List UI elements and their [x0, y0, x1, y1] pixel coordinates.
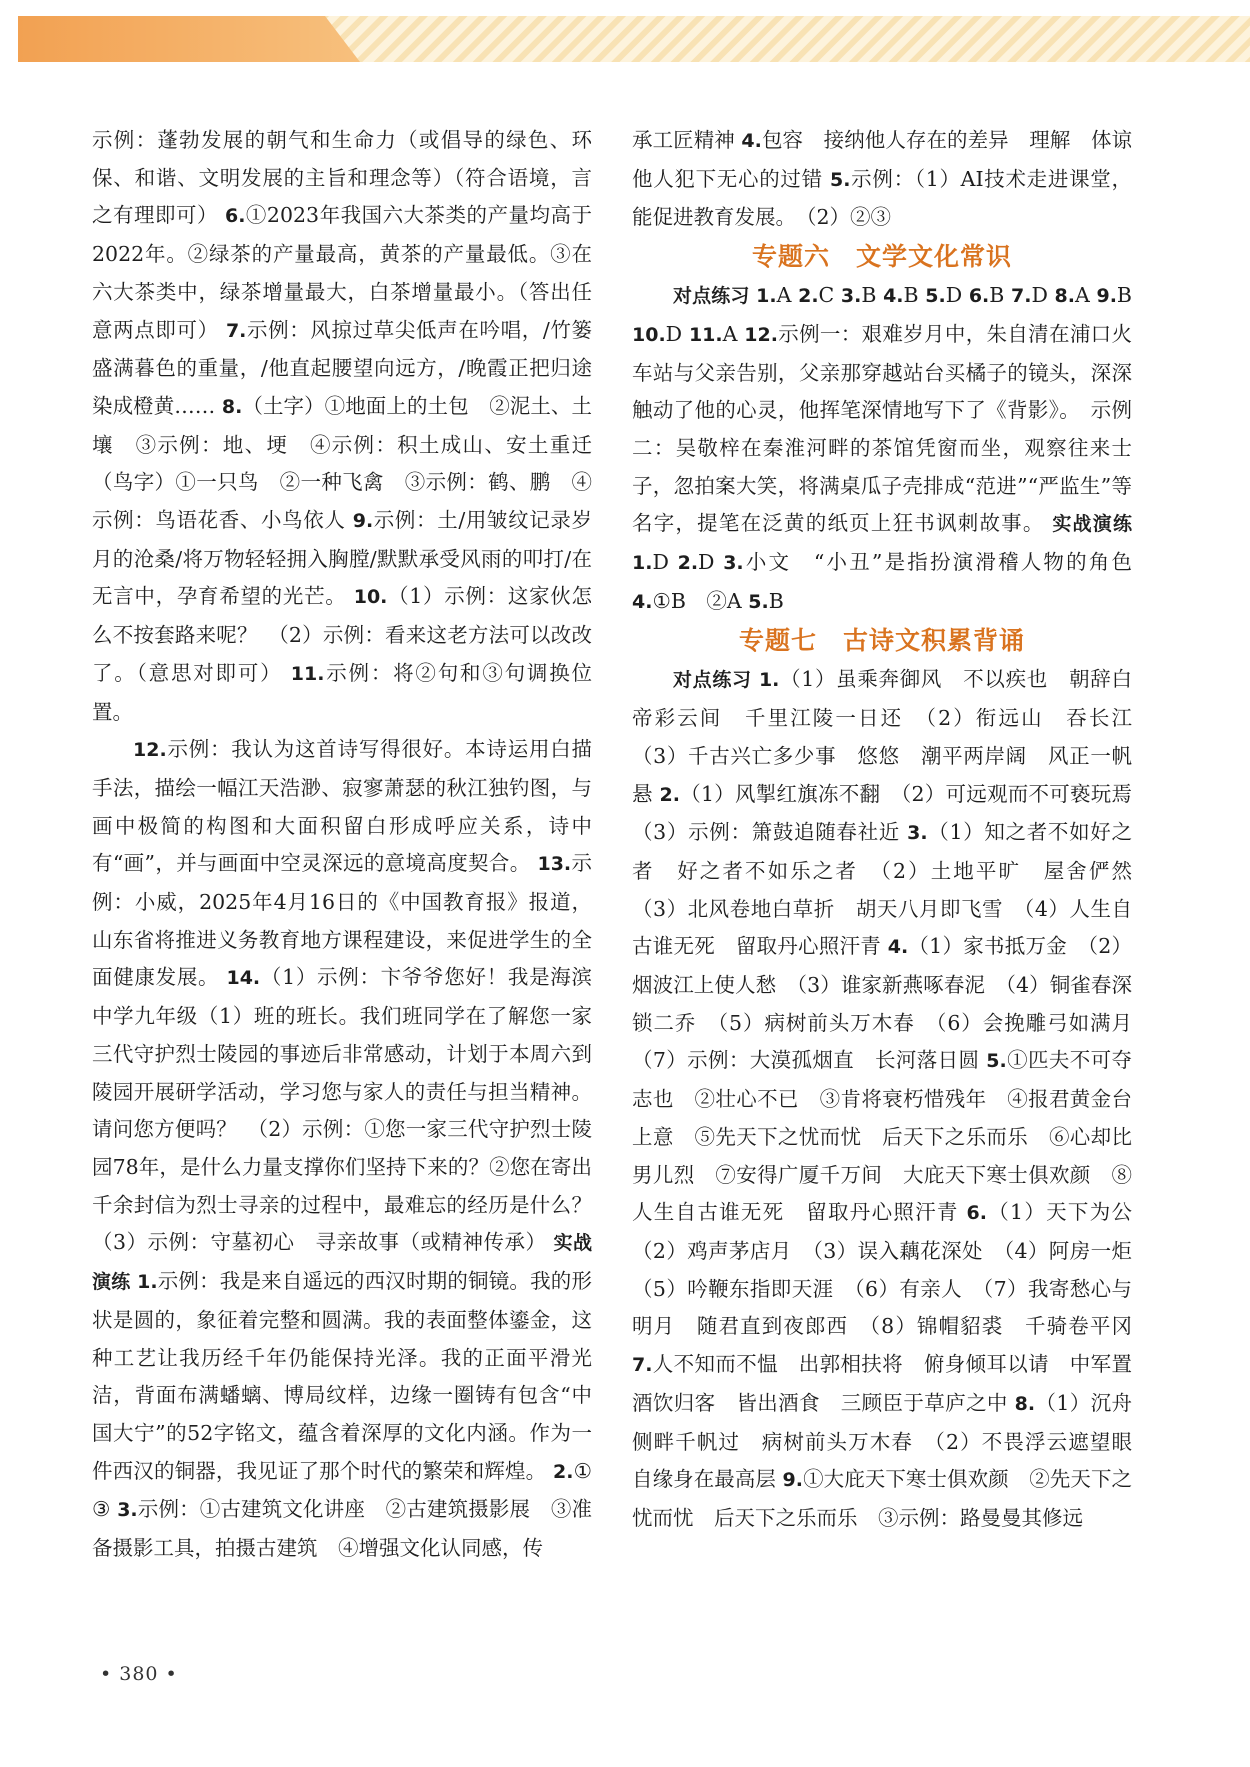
answer-paragraph: 示例：蓬勃发展的朝气和生命力（或倡导的绿色、环保、和谐、文明发展的主旨和理念等）（符合语境，言之有理即可） 6.①2023年我国六大茶类的产量均高于2022年。②绿茶的产量最高，黄茶的产量最低。③在六大茶类中，绿茶增量最大，白茶增量最小。（答出任意两点即可） 7.示例：风掠过草尖低声在吟唱，/竹篓盛满暮色的重量，/他直起腰望向远方，/晚霞正把归途染成橙黄…… 8.（土字）①地面上的土包 ②泥土、土壤 ③示例：地、埂 ④示例：积土成山、安土重迁 （鸟字）①一只鸟 ②一种飞禽 ③示例：鹤、鹏 ④示例：鸟语花香、小鸟依人 9.示例：土/用皱纹记录岁月的沧桑/将万物轻轻拥入胸膛/默默承受风雨的叩打/在无言中，孕育希望的光芒。 10.（1）示例：这家伙怎么不按套路来呢？ （2）示例：看来这老方法可以改改了。（意思对即可） 11.示例：将②句和③句调换位置。: [92, 128, 613, 724]
right-column: [632, 122, 1153, 1538]
page-number: • 380 •: [100, 1663, 178, 1685]
answer-paragraph: 对点练习 1.（1）虽乘奔御风 不以疾也 朝辞白帝彩云间 千里江陵一日还 （2）衔远山 吞长江 （3）千古兴亡多少事 悠悠 潮平两岸阔 风正一帆悬 2.（1）风掣红旗冻不翻 （2）可远观而不可亵玩焉 （3）示例：箫鼓追随春社近 3.（1）知之者不如好之者 好之者不如乐之者 （2）土地平旷 屋舍俨然 （3）北风卷地白草折 胡天八月即飞雪 （4）人生自古谁无死 留取丹心照汗青 4.（1）家书抵万金 （2）烟波江上使人愁 （3）谁家新燕啄春泥 （4）铜雀春深锁二乔 （5）病树前头万木春 （6）会挽雕弓如满月 （7）示例：大漠孤烟直 长河落日圆 5.①匹夫不可夺志也 ②壮心不已 ③肯将衰朽惜残年 ④报君黄金台上意 ⑤先天下之忧而忧 后天下之乐而乐 ⑥心却比男儿烈 ⑦安得广厦千万间 大庇天下寒士俱欢颜 ⑧人生自古谁无死 留取丹心照汗青 6.（1）天下为公 （2）鸡声茅店月 （3）误入藕花深处 （4）阿房一炬 （5）吟鞭东指即天涯 （6）有亲人 （7）我寄愁心与明月 随君直到夜郎西 （8）锦帽貂裘 千骑卷平冈 7.人不知而不愠 出郭相扶将 俯身倾耳以请 中军置酒饮归客 皆出酒食 三顾臣于草庐之中 8.（1）沉舟侧畔千帆过 病树前头万木春 （2）不畏浮云遮望眼 自缘身在最高层 9.①大庇天下寒士俱欢颜 ②先天下之忧而忧 后天下之乐而乐 ③示例：路曼曼其修远: [632, 667, 1153, 1530]
answer-paragraph: 12.示例：我认为这首诗写得很好。本诗运用白描手法，描绘一幅江天浩渺、寂寥萧瑟的秋江独钓图，与画中极简的构图和大面积留白形成呼应关系，诗中有“画”，并与画面中空灵深远的意境高度契合。 13.示例：小威，2025年4月16日的《中国教育报》报道，山东省将推进义务教育地方课程建设，来促进学生的全面健康发展。 14.（1）示例：卞爷爷您好！我是海滨中学九年级（1）班的班长。我们班同学在了解您一家三代守护烈士陵园的事迹后非常感动，计划于本周六到陵园开展研学活动，学习您与家人的责任与担当精神。请问您方便吗？ （2）示例：①您一家三代守护烈士陵园78年，是什么力量支撑你们坚持下来的？②您在寄出千余封信为烈士寻亲的过程中，最难忘的经历是什么？ （3）示例：守墓初心 寻亲故事（或精神传承） 实战演练 1.示例：我是来自遥远的西汉时期的铜镜。我的形状是圆的，象征着完整和圆满。我的表面整体鎏金，这种工艺让我历经千年仍能保持光泽。我的正面平滑光洁，背面布满蟠螭、博局纹样，边缘一圈铸有包含“中国大宁”的52字铭文，蕴含着深厚的文化内涵。作为一件西汉的铜器，我见证了那个时代的繁荣和辉煌。 2.① ③ 3.示例：①古建筑文化讲座 ②古建筑摄影展 ③准备摄影工具，拍摄古建筑 ④增强文化认同感，传: [92, 737, 613, 1561]
section-heading-7: 专题七 古诗文积累背诵: [738, 626, 1025, 656]
answer-paragraph: 承工匠精神 4.包容 接纳他人存在的差异 理解 体谅他人犯下无心的过错 5.示例：（1）AI技术走进课堂，能促进教育发展。 （2）②③: [632, 128, 1133, 230]
left-column: [92, 122, 613, 1568]
section-heading-6: 专题六 文学文化常识: [751, 242, 1012, 272]
answer-paragraph: 对点练习 1.A 2.C 3.B 4.B 5.D 6.B 7.D 8.A 9.B 10.D 11.A 12.示例一：艰难岁月中，朱自清在浦口火车站与父亲告别，父亲那穿越站台买橘子的镜头，深深触动了他的心灵，他挥笔深情地写下了《背影》。 示例二：吴敬梓在秦淮河畔的茶馆凭窗而坐，观察往来士子，忽拍案大笑，将满桌瓜子壳排成“范进”“严监生”等名字，提笔在泛黄的纸页上狂书讽刺故事。 实战演练 1.D 2.D 3.小文 “小丑”是指扮演滑稽人物的角色 4.①B ②A 5.B: [632, 283, 1132, 613]
header-decoration-bar: [0, 0, 1250, 62]
